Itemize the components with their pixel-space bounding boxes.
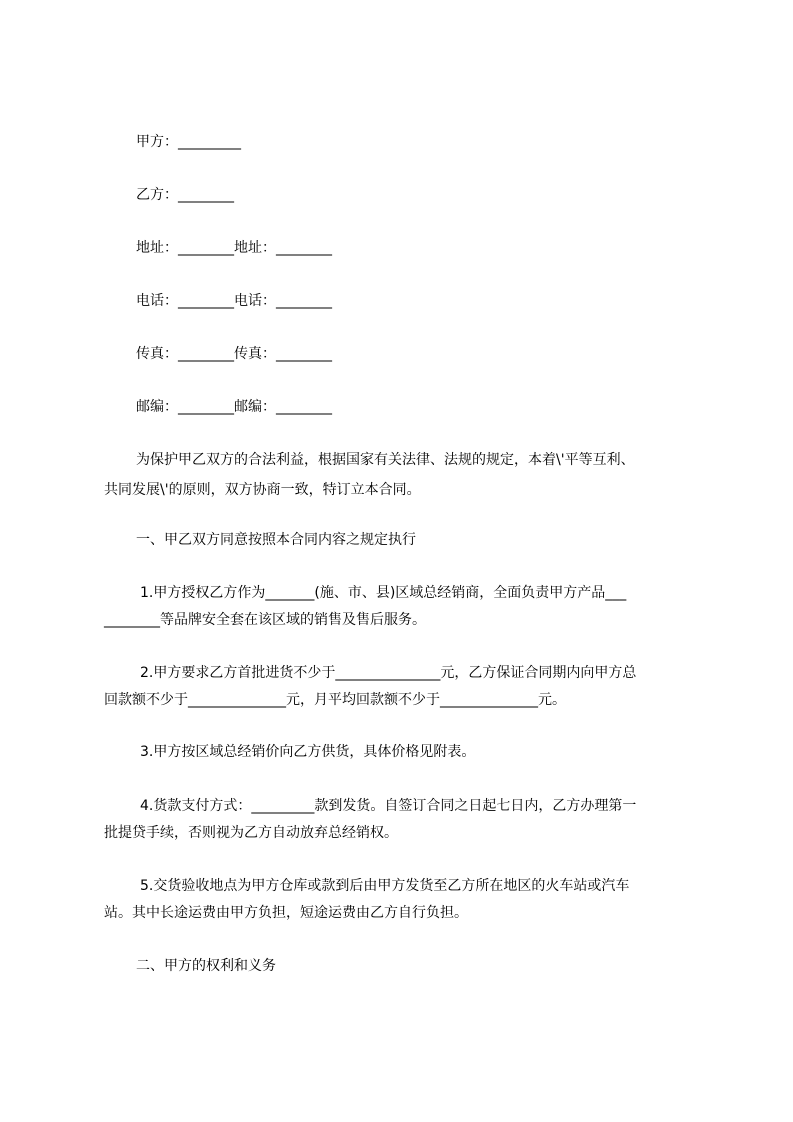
- section-1-title: 一、甲乙双方同意按照本合同内容之规定执行: [136, 532, 416, 548]
- preamble-line-2: 共同发展\'的原则，双方协商一致，特订立本合同。: [104, 482, 421, 498]
- preamble-line-1: 为保护甲乙双方的合法利益，根据国家有关法律、法规的规定，本着\'平等互利、: [136, 452, 635, 468]
- postcode-fields: 邮编：________邮编：________: [136, 399, 332, 415]
- clause-2-line-2: 回款额不少于______________元，月平均回款额不少于______________元。: [104, 692, 566, 708]
- clause-1-line-1: 1.甲方授权乙方作为_______(施、市、县)区域总经销商，全面负责甲方产品___: [140, 585, 627, 601]
- clause-1-line-2: ________等品牌安全套在该区域的销售及售后服务。: [104, 612, 426, 628]
- fax-fields: 传真：________传真：________: [136, 346, 332, 362]
- party-a-field: 甲方：_________: [136, 134, 241, 150]
- party-b-field: 乙方：________: [136, 187, 234, 203]
- address-fields: 地址：________地址：________: [136, 240, 332, 256]
- clause-5-line-2: 站。其中长途运费由甲方负担，短途运费由乙方自行负担。: [104, 905, 468, 921]
- clause-4-line-1: 4.货款支付方式：_________款到发货。自签订合同之日起七日内，乙方办理第一: [140, 798, 637, 814]
- phone-fields: 电话：________电话：________: [136, 293, 332, 309]
- clause-5-line-1: 5.交货验收地点为甲方仓库或款到后由甲方发货至乙方所在地区的火车站或汽车: [140, 878, 630, 894]
- section-2-title: 二、甲方的权利和义务: [136, 958, 276, 974]
- clause-2-line-1: 2.甲方要求乙方首批进货不少于_______________元，乙方保证合同期内向甲方总: [140, 665, 637, 681]
- clause-4-line-2: 批提贷手续，否则视为乙方自动放弃总经销权。: [104, 825, 398, 841]
- clause-3-line-1: 3.甲方按区域总经销价向乙方供货，具体价格见附表。: [140, 744, 476, 760]
